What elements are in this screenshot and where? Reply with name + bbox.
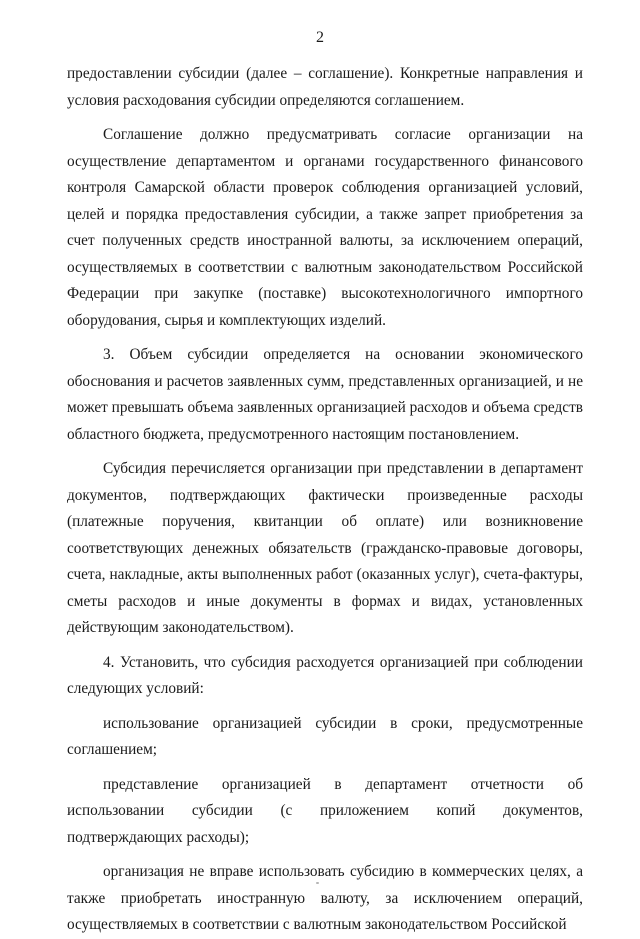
paragraph: предоставлении субсидии (далее – соглашение). Конкретные направления и условия расходования субсидии определяются соглашением. [67,65,583,109]
paragraph: 4. Установить, что субсидия расходуется организацией при соблюдении следующих условий: [67,653,583,697]
paragraph-gap [67,448,583,456]
paragraph-gap [67,851,583,859]
paragraph-gap [67,764,583,772]
page-number: 2 [316,29,324,46]
paragraph: Соглашение должно предусматривать согласие организации на осуществление департаментом и органами государственного финансового контроля Самарской области проверок соблюдения организацией условий, целей и порядка предоставления субсидии, а также запрет приобретения за счет полученных средств иностранной валюты, за исключением операций, осуществляемых в соответствии с валютным законодательством Российской Федерации при закупке (поставке) высокотехнологичного импортного оборудования, сырья и комплектующих изделий. [67,126,583,329]
paragraph-gap [67,703,583,711]
paragraph-gap [67,114,583,122]
paragraph-gap [67,642,583,650]
paragraph: 3. Объем субсидии определяется на основании экономического обоснования и расчетов заявленных сумм, представленных организацией, и не может превышать объема заявленных организацией расходов и объема средств областного бюджета, предусмотренного настоящим постановлением. [67,346,583,443]
paragraph: организация не вправе использовать субсидию в коммерческих целях, а также приобретать иностранную валюту, за исключением операций, осуществляемых в соответствии с валютным законодательством Российской [67,863,583,933]
document-body [67,61,583,939]
paragraph: использование организацией субсидии в сроки, предусмотренные соглашением; [67,714,583,758]
scan-artifact [316,882,319,884]
paragraph-gap [67,334,583,342]
paragraph: представление организацией в департамент отчетности об использовании субсидии (с приложением копий документов, подтверждающих расходы); [67,775,583,846]
paragraph: Субсидия перечисляется организации при представлении в департамент документов, подтверждающих фактически произведенные расходы (платежные поручения, квитанции об оплате) или возникновение соответствующих денежных обязательств (гражданско-правовые договоры, счета, накладные, акты выполненных работ (оказанных услуг), счета-фактуры, сметы расходов и иные документы в формах и видах, установленных действующим законодательством). [67,460,583,636]
